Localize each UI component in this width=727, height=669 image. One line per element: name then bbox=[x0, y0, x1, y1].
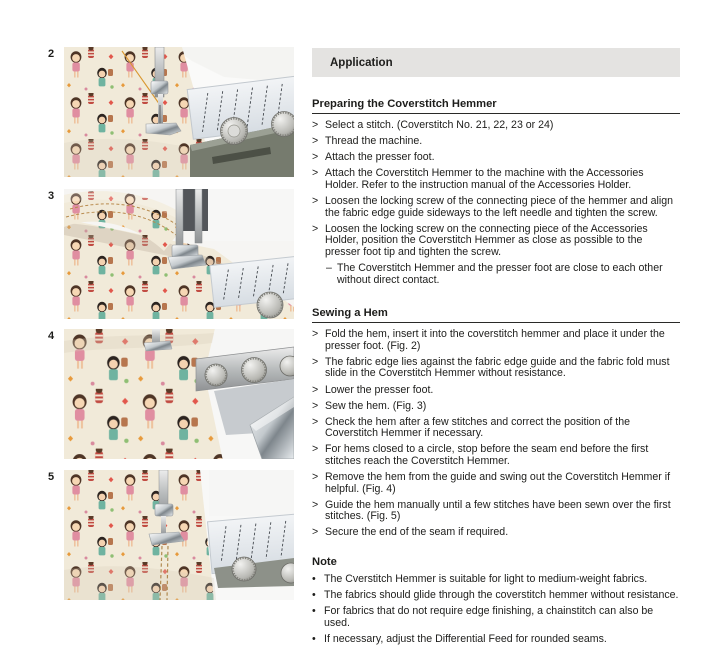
section-preparing-title: Preparing the Coverstitch Hemmer bbox=[312, 98, 680, 114]
text-column bbox=[312, 48, 680, 650]
bullet-marker: • bbox=[312, 589, 316, 602]
figure-5-photo bbox=[64, 470, 294, 600]
note-item-text: The fabrics should glide through the coverstitch hemmer without resistance. bbox=[324, 589, 679, 602]
list-item-text: The fabric edge lies against the fabric edge guide and the fabric fold must slide in the Coverstitch Hemmer without resistance. bbox=[325, 355, 670, 380]
step-marker: > bbox=[312, 167, 319, 180]
step-marker: > bbox=[312, 151, 319, 164]
list-item-text: Thread the machine. bbox=[325, 135, 423, 148]
note-item-text: If necessary, adjust the Differential Feed for rounded seams. bbox=[324, 632, 607, 645]
note-title: Note bbox=[312, 556, 337, 569]
section-preparing bbox=[312, 98, 680, 286]
section-sewing-title: Sewing a Hem bbox=[312, 307, 680, 323]
application-header-label: Application bbox=[330, 56, 393, 69]
step-marker: > bbox=[312, 415, 319, 428]
list-item-text: Loosen the locking screw of the connecting piece of the hemmer and align the fabric edge guide sideways to the left needle and tighten the screw. bbox=[325, 194, 674, 219]
bullet-marker: • bbox=[312, 573, 316, 586]
figure-4 bbox=[48, 329, 294, 459]
figure-5 bbox=[48, 470, 294, 600]
dash-marker: – bbox=[326, 261, 332, 274]
list-item-text: Select a stitch. (Coverstitch No. 21, 22, 23 or 24) bbox=[325, 119, 554, 131]
list-item-text: Check the hem after a few stitches and correct the position of the Coverstitch Hemmer if necessary. bbox=[325, 415, 631, 440]
figure-2-number: 2 bbox=[48, 48, 55, 60]
note-item bbox=[312, 574, 680, 586]
list-item bbox=[312, 168, 680, 191]
step-marker: > bbox=[312, 328, 319, 341]
list-item bbox=[312, 152, 680, 164]
note-item bbox=[312, 634, 680, 646]
step-marker: > bbox=[312, 443, 319, 456]
step-marker: > bbox=[312, 526, 319, 539]
list-item bbox=[312, 357, 680, 380]
application-header bbox=[312, 48, 680, 77]
list-item-text: Fold the hem, insert it into the coverstitch hemmer and place it under the presser foot. (Fig. 2) bbox=[325, 328, 665, 352]
figure-2 bbox=[48, 47, 294, 177]
list-item-text: Loosen the locking screw on the connecting piece of the Accessories Holder, position the Coverstitch Hemmer as close as possible to the presser foot tip and tighten the screw. bbox=[325, 222, 648, 258]
list-item bbox=[312, 401, 680, 413]
section-note bbox=[312, 556, 680, 645]
list-item-text: Secure the end of the seam if required. bbox=[325, 526, 509, 539]
list-item bbox=[312, 120, 680, 132]
list-subitem bbox=[326, 263, 680, 286]
list-subitem-text: The Coverstitch Hemmer and the presser foot are close to each other without direct contact. bbox=[337, 261, 663, 286]
list-item-text: Attach the Coverstitch Hemmer to the machine with the Accessories Holder. Refer to the instruction manual of the Accessories Holder. bbox=[325, 167, 644, 191]
bullet-marker: • bbox=[312, 632, 316, 645]
figure-5-number: 5 bbox=[48, 471, 55, 483]
list-item bbox=[312, 444, 680, 467]
list-item bbox=[312, 136, 680, 148]
note-item bbox=[312, 606, 680, 629]
list-item bbox=[312, 527, 680, 539]
step-marker: > bbox=[312, 383, 319, 396]
step-marker: > bbox=[312, 135, 319, 148]
bullet-marker: • bbox=[312, 605, 316, 618]
section-sewing bbox=[312, 307, 680, 539]
figure-2-photo bbox=[64, 47, 294, 177]
list-item-text: Sew the hem. (Fig. 3) bbox=[325, 399, 427, 412]
note-item-text: The Cverstitch Hemmer is suitable for light to medium-weight fabrics. bbox=[324, 573, 648, 586]
step-marker: > bbox=[312, 498, 319, 511]
figure-3-photo bbox=[64, 189, 294, 319]
note-item bbox=[312, 590, 680, 602]
list-item bbox=[312, 417, 680, 440]
step-marker: > bbox=[312, 471, 319, 484]
step-marker: > bbox=[312, 194, 319, 207]
list-item bbox=[312, 196, 680, 219]
step-marker: > bbox=[312, 399, 319, 412]
list-item-text: For hems closed to a circle, stop before the seam end before the first stitches reach the Coverstitch Hemmer. bbox=[325, 443, 649, 467]
list-item-text: Remove the hem from the guide and swing out the Coverstitch Hemmer if helpful. (Fig. 4) bbox=[325, 471, 671, 495]
figure-4-number: 4 bbox=[48, 330, 55, 342]
figure-3-number: 3 bbox=[48, 190, 55, 202]
list-item bbox=[312, 500, 680, 523]
figure-4-photo bbox=[64, 329, 294, 459]
note-item-text: For fabrics that do not require edge finishing, a chainstitch can also be used. bbox=[324, 605, 654, 629]
step-marker: > bbox=[312, 222, 319, 235]
list-item bbox=[312, 329, 680, 352]
figure-3 bbox=[48, 189, 294, 319]
list-item-text: Lower the presser foot. bbox=[325, 383, 434, 396]
list-item bbox=[312, 385, 680, 397]
step-marker: > bbox=[312, 355, 319, 368]
list-item bbox=[312, 224, 680, 259]
list-item-text: Guide the hem manually until a few stitches have been sewn over the first stitches. (Fig. 5) bbox=[325, 498, 671, 523]
list-item-text: Attach the presser foot. bbox=[325, 151, 435, 164]
step-marker: > bbox=[312, 119, 319, 131]
list-item bbox=[312, 472, 680, 495]
